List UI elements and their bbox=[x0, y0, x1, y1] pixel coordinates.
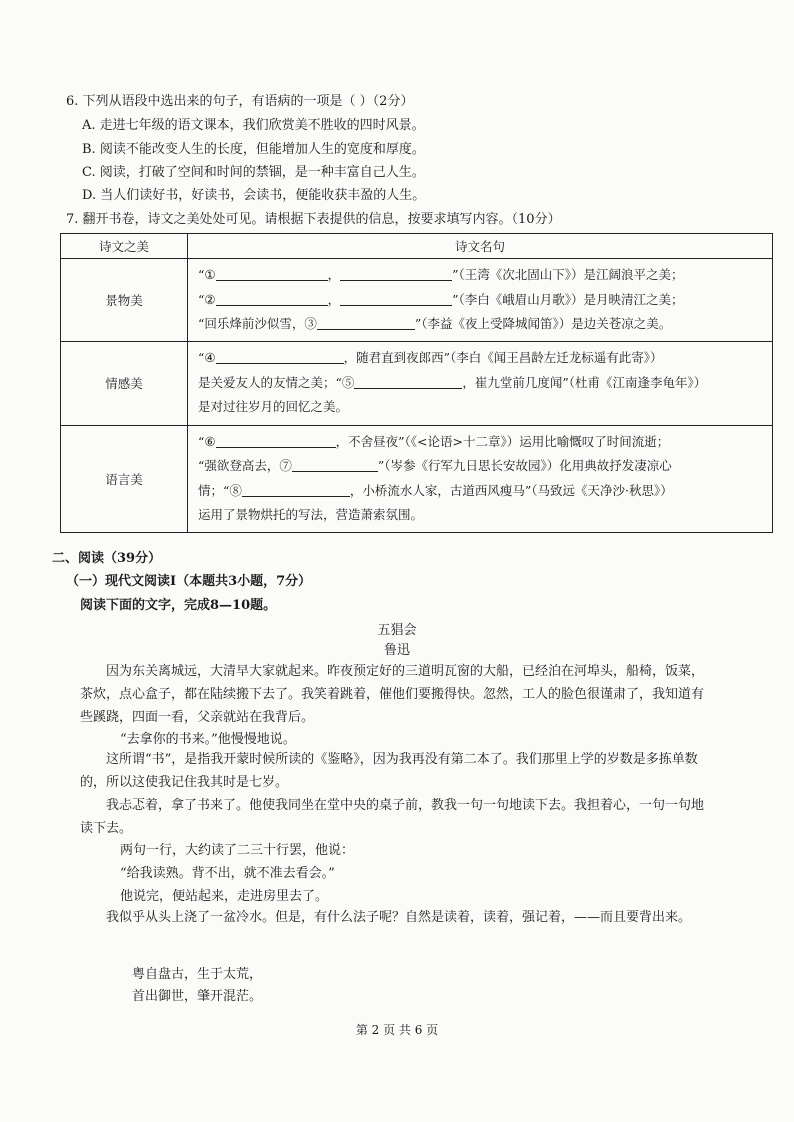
table-row bbox=[61, 425, 773, 532]
category-scenery: 景物美 bbox=[61, 259, 188, 342]
table-line: “② ， ”（李白《峨眉山月歌》）是月映清江之美； bbox=[198, 291, 684, 307]
blank-2b[interactable] bbox=[340, 291, 452, 306]
page-footer: 第 2 页 共 6 页 bbox=[355, 1023, 439, 1037]
poetry-table bbox=[60, 233, 773, 533]
article-title: 五猖会 bbox=[377, 623, 417, 638]
blank-6[interactable] bbox=[216, 433, 336, 448]
table-line: 情；“⑧ ，小桥流水人家，古道西风瘦马”（马致远《天净沙·秋思》） bbox=[198, 482, 673, 498]
table-line: “回乐烽前沙似雪，③ ”（李益《夜上受降城闻笛》）是边关苍凉之美。 bbox=[198, 316, 672, 331]
table-line: “强欲登高去，⑦ ”（岑参《行军九日思长安故园》）化用典故抒发凄凉心 bbox=[198, 458, 672, 473]
article-paragraph-4: 我忐忑着，拿了书来了。他使我同坐在堂中央的桌子前，教我一句一句地读下去。我担着心，一句一句地读下去。 bbox=[80, 798, 705, 836]
article-paragraph-6: “给我读熟。背不出，就不准去看会。” bbox=[120, 866, 335, 881]
section-2-title: 二、阅读（39分） bbox=[52, 551, 162, 566]
reading-instruction: 阅读下面的文字，完成8—10题。 bbox=[80, 598, 277, 613]
table-line: 是对过往岁月的回忆之美。 bbox=[198, 399, 349, 415]
article-paragraph-5: 两句一行，大约读了二三十行罢，他说： bbox=[120, 843, 355, 858]
emotion-lines bbox=[188, 341, 773, 425]
article-paragraph-7: 他说完，便站起来，走进房里去了。 bbox=[120, 889, 329, 904]
language-lines bbox=[188, 425, 773, 532]
blank-1a[interactable] bbox=[216, 266, 328, 281]
article-paragraph-3: 这所谓“书”，是指我开蒙时候所读的《鉴略》，因为我再没有第二本了。我们那里上学的岁数是多拣单数的，所以这使我记住我其时是七岁。 bbox=[80, 752, 698, 790]
category-language: 语言美 bbox=[61, 425, 188, 532]
blank-3[interactable] bbox=[317, 315, 415, 330]
header-lines: 诗文名句 bbox=[188, 234, 773, 259]
table-line: “④ ，随君直到夜郎西”（李白《闻王昌龄左迁龙标遥有此寄》） bbox=[198, 350, 663, 366]
section-2-subtitle: （一）现代文阅读Ⅰ（本题共3小题，7分） bbox=[66, 574, 312, 589]
poem-line-2: 首出御世，肇开混茫。 bbox=[132, 989, 263, 1004]
question-6-option-d: D. 当人们读好书，好读书，会读书，便能收获丰盈的人生。 bbox=[82, 188, 426, 203]
table-header-row bbox=[61, 234, 773, 259]
blank-7[interactable] bbox=[292, 457, 378, 472]
table-line: “① ， ”（王湾《次北固山下》）是江阔浪平之美； bbox=[198, 267, 684, 282]
scenery-lines bbox=[188, 259, 773, 342]
blank-5[interactable] bbox=[354, 374, 462, 389]
blank-1b[interactable] bbox=[340, 266, 452, 281]
header-category: 诗文之美 bbox=[61, 234, 188, 259]
question-7-title: 7. 翻开书卷，诗文之美处处可见。请根据下表提供的信息，按要求填写内容。（10分） bbox=[66, 212, 561, 227]
article-paragraph-8: 我似乎从头上浇了一盆冷水。但是，有什么法子呢？自然是读着，读着，强记着，——而且要背出来。 bbox=[106, 910, 692, 925]
article-paragraph-2: “去拿你的书来。”他慢慢地说。 bbox=[120, 732, 296, 747]
article-author: 鲁迅 bbox=[383, 643, 410, 658]
table-line: 是关爱友人的友情之美；“⑤ ，崔九堂前几度闻”（杜甫《江南逢李龟年》） bbox=[198, 374, 707, 390]
table-row bbox=[61, 259, 773, 342]
table-line: 运用了景物烘托的写法，营造萧索氛围。 bbox=[198, 507, 424, 522]
question-6-option-a: A. 走进七年级的语文课本，我们欣赏美不胜收的四时风景。 bbox=[82, 118, 425, 133]
question-6-option-b: B. 阅读不能改变人生的长度，但能增加人生的宽度和厚度。 bbox=[82, 142, 425, 157]
category-emotion: 情感美 bbox=[61, 341, 188, 425]
table-line: “⑥ ，不舍昼夜”（《<论语>十二章》）运用比喻慨叹了时间流逝； bbox=[198, 433, 670, 449]
question-6-title: 6. 下列从语段中选出来的句子，有语病的一项是（ ）（2分） bbox=[66, 94, 414, 109]
table-row bbox=[61, 341, 773, 425]
article-paragraph-1: 因为东关离城远，大清早大家就起来。昨夜预定好的三道明瓦窗的大船，已经泊在河埠头，船椅，饭菜，茶炊，点心盒子，都在陆续搬下去了。我笑着跳着，催他们要搬得快。忽然，工人的脸色很谨肃了，我知道有些蹊跷，四面一看，父亲就站在我背后。 bbox=[80, 664, 705, 725]
blank-8[interactable] bbox=[242, 482, 350, 497]
poem-line-1: 粤自盘古，生于太荒， bbox=[132, 967, 263, 982]
question-6-option-c: C. 阅读，打破了空间和时间的禁锢，是一种丰富自己人生。 bbox=[82, 165, 425, 180]
blank-2a[interactable] bbox=[216, 291, 328, 306]
blank-4[interactable] bbox=[216, 349, 344, 364]
